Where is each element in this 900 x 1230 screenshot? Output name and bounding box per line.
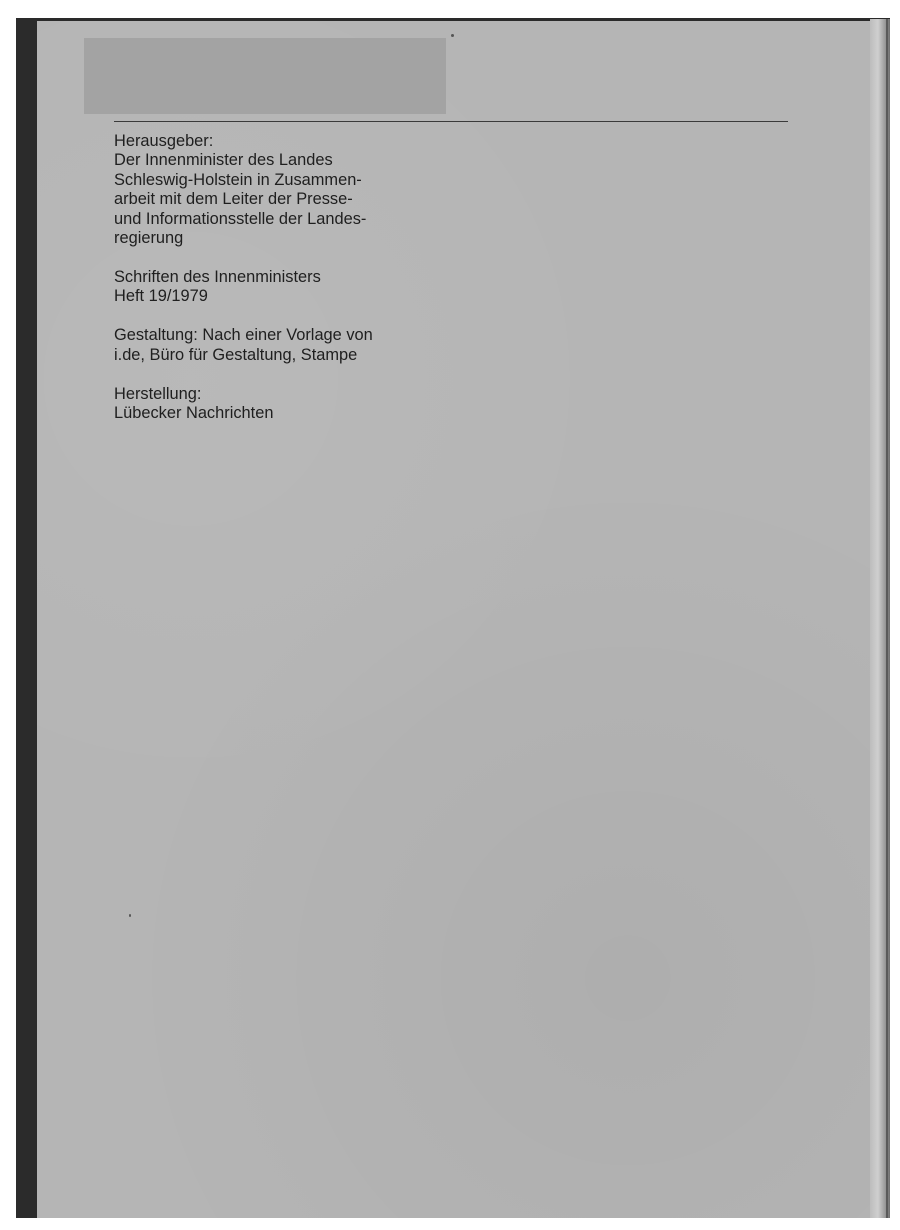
horizontal-rule <box>114 121 788 122</box>
design-line: i.de, Büro für Gestaltung, Stampe <box>114 345 358 364</box>
top-edge-shadow <box>16 18 890 21</box>
publisher-line: Schleswig-Holstein in Zusammen- <box>114 170 362 189</box>
design-line: Gestaltung: Nach einer Vorlage von <box>114 326 373 345</box>
publisher-block <box>114 132 434 248</box>
publisher-line: und Informationsstelle der Landes- <box>114 209 367 228</box>
publisher-label: Herausgeber: <box>114 132 214 150</box>
design-block <box>114 326 434 365</box>
page-right-edge-line <box>886 19 888 1218</box>
series-block <box>114 268 434 307</box>
production-value: Lübecker Nachrichten <box>114 403 274 422</box>
production-block <box>114 385 434 424</box>
series-title: Schriften des Innenministers <box>114 267 321 286</box>
publisher-line: Der Innenminister des Landes <box>114 151 333 170</box>
scan-speck <box>129 914 131 917</box>
publisher-line: arbeit mit dem Leiter der Presse- <box>114 190 353 209</box>
publisher-line: regierung <box>114 229 184 248</box>
binding-strip <box>16 19 37 1218</box>
redacted-area <box>84 38 446 114</box>
series-issue: Heft 19/1979 <box>114 287 208 306</box>
imprint-block <box>114 132 434 443</box>
scan-speck <box>451 34 454 37</box>
production-label: Herstellung: <box>114 384 202 403</box>
